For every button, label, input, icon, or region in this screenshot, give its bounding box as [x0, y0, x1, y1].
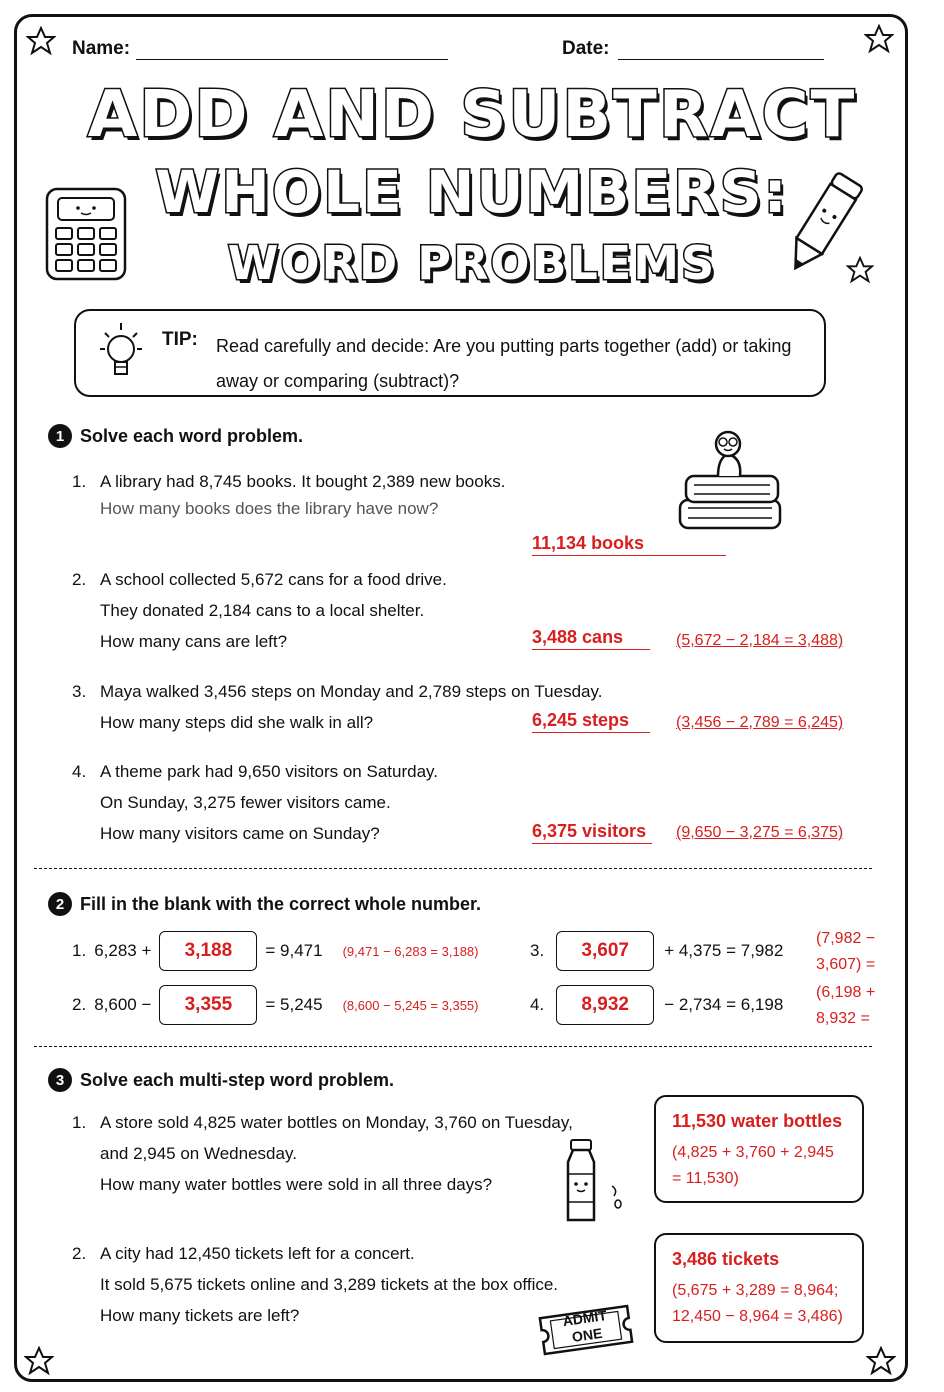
problem-number: 2.: [72, 570, 87, 589]
problem-number: 3.: [72, 682, 87, 701]
work-shown: (3,456 − 2,789 = 6,245): [676, 714, 844, 731]
item-number: 2.: [72, 995, 87, 1014]
problem-number: 1.: [72, 1113, 87, 1132]
pencil-icon: [782, 168, 864, 280]
section-2-heading: [48, 892, 481, 916]
problem-text: On Sunday, 3,275 fewer visitors came.: [100, 793, 391, 812]
answer-box[interactable]: 3,607: [556, 931, 654, 971]
star-icon: [864, 24, 894, 54]
problem-text: A city had 12,450 tickets left for a concert.: [100, 1244, 415, 1263]
equation-part: = 9,471: [265, 941, 323, 960]
fill-blank-2: [72, 985, 478, 1025]
answer-field[interactable]: 11,134 books: [532, 533, 726, 556]
section-title: Fill in the blank with the correct whole number.: [80, 893, 482, 914]
answer-field[interactable]: 3,488 cans: [532, 627, 650, 650]
answer-text: 3,486 tickets: [672, 1249, 780, 1269]
work-line: 8,932 =: [816, 1010, 870, 1027]
lightbulb-icon: [90, 319, 152, 389]
problem-question: How many steps did she walk in all?: [100, 713, 374, 732]
star-icon: [24, 1346, 54, 1376]
work-line: (5,675 + 3,289 = 8,964;: [672, 1282, 839, 1299]
section-title: Solve each word problem.: [80, 425, 304, 446]
title-line-3: WORD PROBLEMS: [227, 236, 717, 290]
problem-3-1: [72, 1107, 612, 1200]
fill-blank-3: [530, 931, 783, 971]
answer-box-3-1[interactable]: [654, 1095, 864, 1203]
section-1-heading: [48, 424, 303, 448]
title-line-2: WHOLE NUMBERS:: [155, 158, 789, 226]
ticket-icon: [534, 1302, 638, 1358]
tip-text: Read carefully and decide: Are you putting parts together (add) or taking away or comparing (subtract)?: [216, 336, 792, 391]
bookworm-books-icon: [672, 428, 790, 534]
work-shown: (5,672 − 2,184 = 3,488): [676, 632, 844, 649]
date-field[interactable]: [618, 40, 824, 60]
problem-text: A theme park had 9,650 visitors on Saturday.: [100, 762, 438, 781]
work-shown: (9,471 − 6,283 = 3,188): [342, 943, 479, 959]
problem-text: They donated 2,184 cans to a local shelter.: [100, 601, 425, 620]
work-shown: (9,650 − 3,275 = 6,375): [676, 824, 844, 841]
problem-text: A school collected 5,672 cans for a food drive.: [100, 570, 447, 589]
title-line-1: ADD AND SUBTRACT: [87, 78, 857, 152]
answer-box-3-2[interactable]: [654, 1233, 864, 1343]
name-label: Name:: [72, 38, 131, 59]
section-title: Solve each multi-step word problem.: [80, 1069, 395, 1090]
section-number: 3: [48, 1068, 72, 1092]
name-field[interactable]: [136, 40, 448, 60]
work-shown: (8,600 − 5,245 = 3,355): [342, 997, 479, 1013]
work-line: 3,607) =: [816, 956, 876, 973]
item-number: 3.: [530, 941, 545, 960]
work-line: (6,198 +: [816, 984, 876, 1001]
section-number: 1: [48, 424, 72, 448]
problem-text: and 2,945 on Wednesday.: [100, 1144, 297, 1163]
problem-question: How many tickets are left?: [100, 1306, 300, 1325]
problem-1-1: [72, 466, 632, 521]
section-divider: [34, 1046, 872, 1047]
equation-part: + 4,375 = 7,982: [664, 941, 784, 960]
item-number: 1.: [72, 941, 87, 960]
problem-1-4: [72, 756, 532, 849]
answer-box[interactable]: 3,188: [159, 931, 257, 971]
problem-number: 1.: [72, 472, 87, 491]
problem-text: A library had 8,745 books. It bought 2,389 new books.: [100, 472, 506, 491]
problem-text: Maya walked 3,456 steps on Monday and 2,789 steps on Tuesday.: [100, 682, 603, 701]
equation-part: 8,600 −: [94, 995, 152, 1014]
work-line: 12,450 − 8,964 = 3,486): [672, 1308, 843, 1325]
equation-part: = 5,245: [265, 995, 323, 1014]
ticket-text: ONE: [570, 1324, 604, 1345]
fill-blank-1: [72, 931, 478, 971]
answer-field[interactable]: 6,375 visitors: [532, 821, 652, 844]
answer-text: 11,530 water bottles: [672, 1111, 843, 1131]
work-line: (7,982 −: [816, 930, 876, 947]
answer-box[interactable]: 3,355: [159, 985, 257, 1025]
date-label: Date:: [562, 38, 610, 59]
section-divider: [34, 868, 872, 869]
water-bottle-icon: [556, 1136, 636, 1226]
ticket-text: ADMIT: [561, 1307, 608, 1330]
fill-blank-4: [530, 985, 783, 1025]
tip-box: [74, 309, 826, 397]
problem-text: It sold 5,675 tickets online and 3,289 tickets at the box office.: [100, 1275, 559, 1294]
problem-question: How many cans are left?: [100, 632, 288, 651]
section-3-heading: [48, 1068, 394, 1092]
problem-3-2: [72, 1238, 612, 1331]
calculator-icon: [44, 186, 130, 284]
answer-field[interactable]: 6,245 steps: [532, 710, 650, 733]
work-line: (4,825 + 3,760 + 2,945: [672, 1144, 834, 1161]
item-number: 4.: [530, 995, 545, 1014]
work-shown-3: [816, 926, 875, 978]
problem-question: How many water bottles were sold in all three days?: [100, 1175, 493, 1194]
problem-question: How many visitors came on Sunday?: [100, 824, 380, 843]
star-icon: [26, 26, 56, 56]
problem-number: 2.: [72, 1244, 87, 1263]
problem-number: 4.: [72, 762, 87, 781]
answer-box[interactable]: 8,932: [556, 985, 654, 1025]
work-shown-4: [816, 980, 875, 1032]
equation-part: − 2,734 = 6,198: [664, 995, 784, 1014]
tip-label: TIP:: [162, 329, 198, 350]
star-icon: [866, 1346, 896, 1376]
work-line: = 11,530): [672, 1170, 739, 1187]
problem-1-2: [72, 564, 532, 657]
problem-question: How many books does the library have now?: [100, 499, 439, 518]
problem-text: A store sold 4,825 water bottles on Monday, 3,760 on Tuesday,: [100, 1113, 573, 1132]
equation-part: 6,283 +: [94, 941, 152, 960]
section-number: 2: [48, 892, 72, 916]
